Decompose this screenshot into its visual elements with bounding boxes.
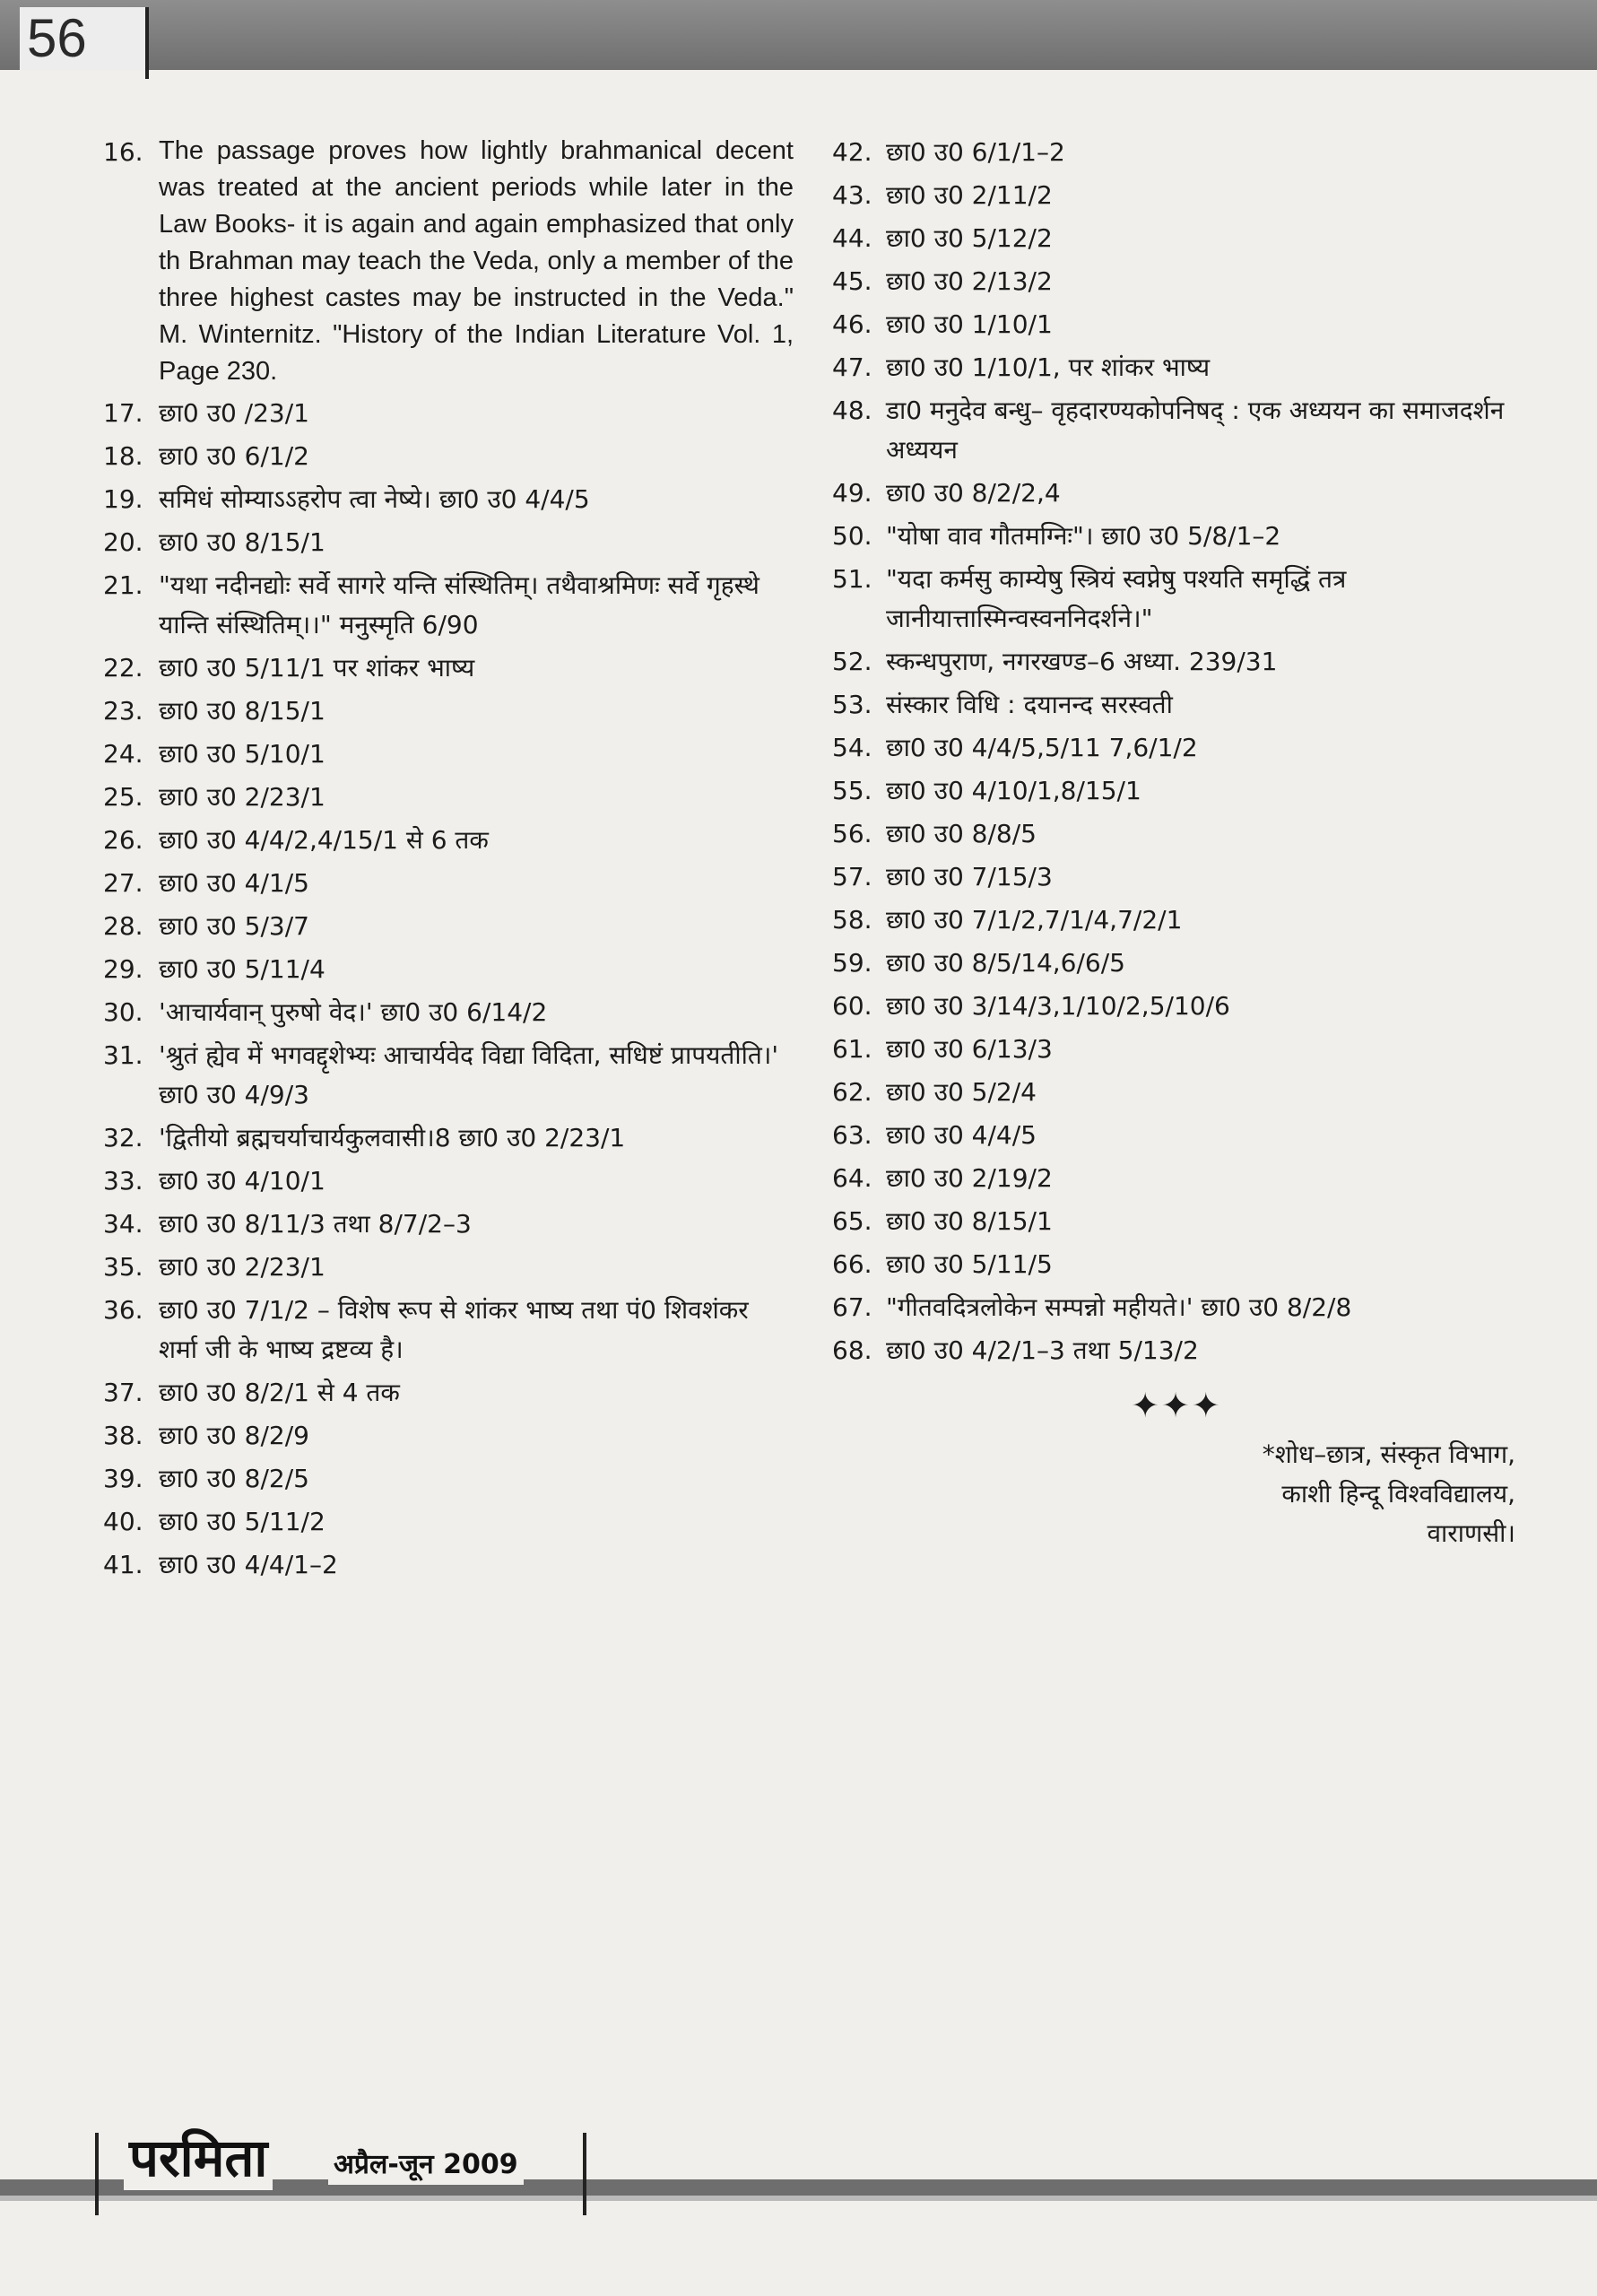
footnote-number: 35.: [103, 1252, 143, 1282]
footnotes-left-column: [103, 133, 794, 1588]
footnote-number: 18.: [103, 441, 143, 471]
footnote-text: डा0 मनुदेव बन्धु– वृहदारण्यकोपनिषद् : एक अध्ययन का समाजदर्शन अध्ययन: [886, 396, 1505, 465]
footnote: [832, 944, 1521, 983]
footnote: [103, 648, 794, 688]
footnote: [103, 480, 794, 519]
footnote-text: छा0 उ0 8/15/1: [159, 527, 325, 557]
footnote-number: 46.: [832, 309, 872, 339]
footnote-text: "यदा कर्मसु काम्येषु स्त्रियं स्वप्नेषु पश्यति समृद्धिं तत्र जानीयात्तास्मिन्वस्वननिदर्शने।": [886, 564, 1347, 633]
footnote: [832, 560, 1521, 639]
footnote-text: "गीतवदित्रलोकेन सम्पन्नो महीयते।' छा0 उ0 8/2/8: [886, 1292, 1352, 1322]
footnote-number: 52.: [832, 647, 872, 676]
footnote-number: 32.: [103, 1123, 143, 1152]
footnote-number: 40.: [103, 1507, 143, 1536]
footnote: [103, 1373, 794, 1413]
footnote: [103, 778, 794, 817]
footnote-number: 64.: [832, 1163, 872, 1193]
journal-issue: अप्रैल-जून 2009: [328, 2145, 524, 2185]
footnote-number: 38.: [103, 1421, 143, 1450]
footnote: [832, 262, 1521, 301]
footnote-text: छा0 उ0 5/11/5: [886, 1249, 1053, 1279]
footnote-number: 59.: [832, 948, 872, 978]
footnote-number: 47.: [832, 352, 872, 382]
header-divider: [145, 7, 149, 79]
footnote-number: 60.: [832, 991, 872, 1021]
footnote: [103, 993, 794, 1032]
footnote-text: छा0 उ0 4/4/1–2: [159, 1550, 338, 1579]
footnote: [832, 1202, 1521, 1241]
footnote-text: छा0 उ0 5/2/4: [886, 1077, 1037, 1107]
footnote-text: छा0 उ0 4/10/1,8/15/1: [886, 776, 1141, 805]
footnote: [103, 907, 794, 946]
footnote-number: 25.: [103, 782, 143, 812]
footnote-text: छा0 उ0 5/10/1: [159, 739, 325, 769]
footnote-text: "यथा नदीनद्योः सर्वे सागरे यन्ति संस्थितिम्। तथैवाश्रमिणः सर्वे गृहस्थे यान्ति संस्थितिम्।।" मनुस्मृति 6/90: [159, 570, 759, 639]
footnote: [103, 1459, 794, 1499]
footnote-text: छा0 उ0 8/11/3 तथा 8/7/2–3: [159, 1209, 472, 1239]
footnote-text: छा0 उ0 5/11/4: [159, 954, 325, 984]
footnote-number: 65.: [832, 1206, 872, 1236]
footnote: [832, 1159, 1521, 1198]
footnote: [832, 1288, 1521, 1327]
footnote-text: छा0 उ0 5/11/2: [159, 1507, 325, 1536]
footnote-number: 41.: [103, 1550, 143, 1579]
footnote-text: छा0 उ0 3/14/3,1/10/2,5/10/6: [886, 991, 1230, 1021]
footnote: [832, 1331, 1521, 1370]
footnote: [832, 517, 1521, 556]
footnote-text: 'आचार्यवान् पुरुषो वेद।' छा0 उ0 6/14/2: [159, 997, 548, 1027]
footnote-text: संस्कार विधि : दयानन्द सरस्वती: [886, 690, 1173, 719]
footnote-text: छा0 उ0 8/8/5: [886, 819, 1037, 848]
footnote-number: 21.: [103, 570, 143, 600]
footnote-number: 33.: [103, 1166, 143, 1196]
footer-divider-left: [95, 2133, 99, 2215]
footnote-number: 54.: [832, 733, 872, 762]
footnote: [103, 523, 794, 562]
footnote: [832, 348, 1521, 387]
footnote-number: 63.: [832, 1120, 872, 1150]
footnote-text: छा0 उ0 1/10/1: [886, 309, 1053, 339]
footnote-text: छा0 उ0 8/2/5: [159, 1464, 309, 1493]
footnote: [103, 394, 794, 433]
footnote-text: छा0 उ0 8/5/14,6/6/5: [886, 948, 1125, 978]
footnote-text: छा0 उ0 7/1/2,7/1/4,7/2/1: [886, 905, 1183, 935]
section-end-ornament: ✦✦✦: [1131, 1386, 1222, 1425]
footnote-number: 26.: [103, 825, 143, 855]
footnote-number: 50.: [832, 521, 872, 551]
footnote-text: छा0 उ0 5/11/1 पर शांकर भाष्य: [159, 653, 475, 683]
footnote: [103, 1248, 794, 1287]
footnote: [103, 864, 794, 903]
footnote-text: छा0 उ0 8/2/1 से 4 तक: [159, 1378, 400, 1407]
footnote-number: 68.: [832, 1335, 872, 1365]
footnote: [832, 1073, 1521, 1112]
footnote-text: छा0 उ0 8/15/1: [159, 696, 325, 726]
footnote-number: 39.: [103, 1464, 143, 1493]
footnote: [103, 821, 794, 860]
journal-name: परमिता: [124, 2126, 273, 2190]
footnote-number: 43.: [832, 180, 872, 210]
footnote: [103, 735, 794, 774]
footnote-text: समिधं सोम्याऽऽहरोप त्वा नेष्ये। छा0 उ0 4/4/5: [159, 484, 590, 514]
footnote: [832, 1116, 1521, 1155]
footnote-number: 24.: [103, 739, 143, 769]
footnote-number: 62.: [832, 1077, 872, 1107]
footnote-text: छा0 उ0 1/10/1, पर शांकर भाष्य: [886, 352, 1211, 382]
footnote-text: छा0 उ0 2/19/2: [886, 1163, 1053, 1193]
footnote-text: छा0 उ0 4/1/5: [159, 868, 309, 898]
footer-divider-right: [583, 2133, 586, 2215]
footnote: [103, 1291, 794, 1370]
footnote-number: 34.: [103, 1209, 143, 1239]
footnote-text: छा0 उ0 2/13/2: [886, 266, 1053, 296]
footnote-text: छा0 उ0 4/4/5,5/11 7,6/1/2: [886, 733, 1198, 762]
footnote-text: छा0 उ0 5/12/2: [886, 223, 1053, 253]
author-affiliation-line: *शोध–छात्र, संस्कृत विभाग,: [1262, 1439, 1515, 1469]
footnote: [832, 219, 1521, 258]
footnote-number: 31.: [103, 1040, 143, 1070]
author-affiliation-line: काशी हिन्दू विश्वविद्यालय,: [1281, 1479, 1515, 1509]
footnote-text: छा0 उ0 6/1/2: [159, 441, 309, 471]
footnote: [832, 176, 1521, 215]
footnote-text: छा0 उ0 /23/1: [159, 398, 309, 428]
footnote-number: 67.: [832, 1292, 872, 1322]
footnote-text: "योषा वाव गौतमग्निः"। छा0 उ0 5/8/1–2: [886, 521, 1281, 551]
footnote-text: छा0 उ0 8/2/2,4: [886, 478, 1061, 508]
footnote-number: 66.: [832, 1249, 872, 1279]
footnote-text: छा0 उ0 6/13/3: [886, 1034, 1053, 1064]
footnote: [832, 1030, 1521, 1069]
footnote-number: 42.: [832, 137, 872, 167]
footnote-text: छा0 उ0 7/1/2 – विशेष रूप से शांकर भाष्य तथा पं0 शिवशंकर शर्मा जी के भाष्य द्रष्टव्य है।: [159, 1295, 749, 1364]
footnote-number: 57.: [832, 862, 872, 891]
footnote: [103, 1036, 794, 1115]
footnote-text: छा0 उ0 6/1/1–2: [886, 137, 1065, 167]
footnote: [103, 566, 794, 645]
footnote-number: 55.: [832, 776, 872, 805]
footnote: [832, 1245, 1521, 1284]
footnote: [832, 474, 1521, 513]
footnote-number: 23.: [103, 696, 143, 726]
footnote: [832, 857, 1521, 897]
footnote-text: छा0 उ0 5/3/7: [159, 911, 309, 941]
footnote-text: छा0 उ0 8/15/1: [886, 1206, 1053, 1236]
header-bar: [0, 0, 1597, 70]
footnote-number: 19.: [103, 484, 143, 514]
footnote-text: छा0 उ0 4/10/1: [159, 1166, 325, 1196]
footnote: [832, 391, 1521, 470]
footnote-text: छा0 उ0 4/4/2,4/15/1 से 6 तक: [159, 825, 489, 855]
footnote-number: 37.: [103, 1378, 143, 1407]
footnote-number: 53.: [832, 690, 872, 719]
footnote: [103, 437, 794, 476]
footnote: [103, 1416, 794, 1456]
footer-bar-highlight: [0, 2196, 1597, 2201]
footnote-text: छा0 उ0 2/23/1: [159, 1252, 325, 1282]
footnote: [832, 771, 1521, 811]
footnote: [832, 642, 1521, 682]
footnote-text: स्कन्धपुराण, नगरखण्ड–6 अध्या. 239/31: [886, 647, 1278, 676]
page-number: 56: [20, 7, 145, 70]
footnote-text: 'श्रुतं ह्येव में भगवद्दृशेभ्यः आचार्यवेद विद्या विदिता, सधिष्टं प्रापयतीति।' छा0 उ0 4/9/3: [159, 1040, 779, 1109]
footnote-text: छा0 उ0 8/2/9: [159, 1421, 309, 1450]
footnote: [103, 1161, 794, 1201]
footnote: [832, 728, 1521, 768]
footnote: [832, 685, 1521, 725]
footnote-number: 16.: [103, 137, 143, 167]
footnote-number: 56.: [832, 819, 872, 848]
footnote: [832, 987, 1521, 1026]
footnote: [832, 814, 1521, 854]
footnote: [103, 1118, 794, 1158]
footnote: [832, 133, 1521, 172]
footnote: [832, 305, 1521, 344]
footnote-number: 30.: [103, 997, 143, 1027]
footnote-number: 36.: [103, 1295, 143, 1325]
footnote-number: 29.: [103, 954, 143, 984]
footnote-text: छा0 उ0 7/15/3: [886, 862, 1053, 891]
footnote: [103, 950, 794, 989]
footnote: [103, 133, 794, 390]
footnote-number: 61.: [832, 1034, 872, 1064]
footnote-number: 58.: [832, 905, 872, 935]
footnote: [103, 1205, 794, 1244]
footnote-text: छा0 उ0 4/2/1–3 तथा 5/13/2: [886, 1335, 1199, 1365]
footnote-text: छा0 उ0 2/11/2: [886, 180, 1053, 210]
footnote-number: 45.: [832, 266, 872, 296]
footnote: [103, 691, 794, 731]
author-affiliation-line: वाराणसी।: [1427, 1518, 1515, 1548]
footnote: [103, 1545, 794, 1585]
footnote-number: 17.: [103, 398, 143, 428]
footnote: [832, 900, 1521, 940]
footnote-number: 48.: [832, 396, 872, 425]
footnote-number: 49.: [832, 478, 872, 508]
footnote-text: छा0 उ0 4/4/5: [886, 1120, 1037, 1150]
footnote: [103, 1502, 794, 1542]
footnote-number: 22.: [103, 653, 143, 683]
footnote-number: 28.: [103, 911, 143, 941]
footnotes-right-column: [832, 133, 1521, 1553]
footnote-number: 20.: [103, 527, 143, 557]
footnote-text: The passage proves how lightly brahmanical decent was treated at the ancient periods while later in the Law Books- it is again and again emphasized that only th Brahman may teach the Veda, only a member of the three highest castes may be instructed in the Veda." M. Winternitz. "History of the Indian Literature Vol. 1, Page 230.: [159, 136, 794, 386]
footnote-number: 44.: [832, 223, 872, 253]
footnote-number: 27.: [103, 868, 143, 898]
footnote-text: 'द्वितीयो ब्रह्मचर्याचार्यकुलवासी।8 छा0 उ0 2/23/1: [159, 1123, 626, 1152]
footnote-text: छा0 उ0 2/23/1: [159, 782, 325, 812]
footnote-number: 51.: [832, 564, 872, 594]
